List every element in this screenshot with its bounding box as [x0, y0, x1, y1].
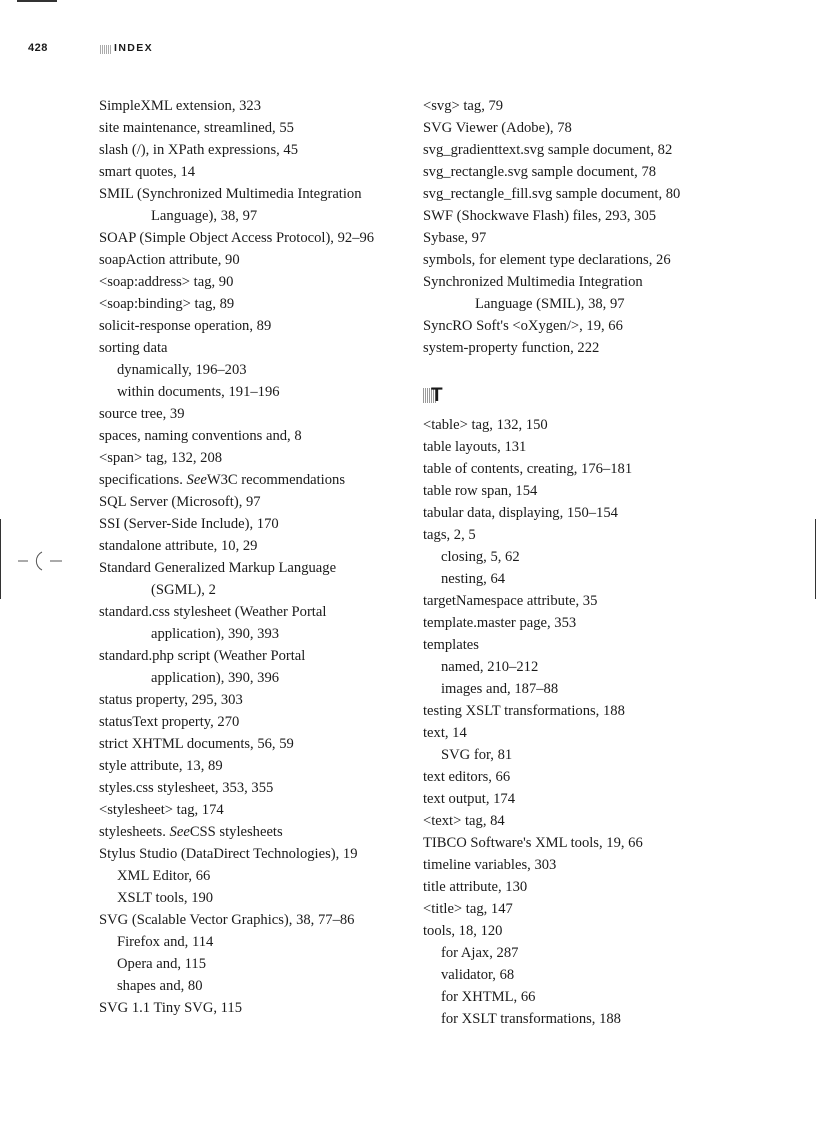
index-entry: [99, 711, 409, 733]
index-entry: [423, 315, 753, 337]
entry-text: SQL Server (Microsoft), 97: [99, 494, 261, 510]
section-marker-icon: [100, 45, 112, 54]
entry-text: <span> tag, 132, 208: [99, 450, 223, 466]
index-subentry: [423, 942, 753, 964]
index-entry: [423, 337, 753, 359]
entry-text: title attribute, 130: [423, 879, 528, 895]
entry-text: styles.css stylesheet, 353, 355: [99, 780, 274, 796]
index-entry: [423, 700, 753, 722]
index-subentry: [423, 986, 753, 1008]
index-entry: [99, 645, 409, 689]
entry-text: SSI (Server-Side Include), 170: [99, 516, 279, 532]
index-entry: [99, 535, 409, 557]
entry-text: source tree, 39: [99, 406, 185, 422]
entry-text: SVG (Scalable Vector Graphics), 38, 77–86: [99, 912, 355, 928]
entry-text: svg_rectangle.svg sample document, 78: [423, 164, 657, 180]
index-entry: [99, 315, 409, 337]
entry-text: strict XHTML documents, 56, 59: [99, 736, 294, 752]
entry-text: for XHTML, 66: [441, 989, 536, 1005]
index-entry: [423, 249, 753, 271]
index-entry: [99, 227, 409, 249]
index-entry: [99, 469, 409, 491]
index-subentry: [99, 975, 409, 997]
letter-heading-t: [423, 359, 753, 414]
entry-text: text editors, 66: [423, 769, 511, 785]
entry-text: svg_gradienttext.svg sample document, 82: [423, 142, 673, 158]
see-target: CSS stylesheets: [189, 824, 283, 840]
entry-text: XML Editor, 66: [117, 868, 211, 884]
index-entry: [423, 766, 753, 788]
index-entry: [99, 337, 409, 359]
entry-text: SOAP (Simple Object Access Protocol), 92–96: [99, 230, 375, 246]
index-entry: [99, 997, 409, 1019]
entry-text: sorting data: [99, 340, 168, 356]
index-entry: [99, 491, 409, 513]
page-number: 428: [28, 42, 48, 54]
index-subentry: [423, 568, 753, 590]
entry-text: Stylus Studio (DataDirect Technologies), 19: [99, 846, 358, 862]
index-group-s-continued: [423, 95, 753, 359]
entry-text: targetNamespace attribute, 35: [423, 593, 598, 609]
entry-text: standalone attribute, 10, 29: [99, 538, 258, 554]
index-subentry: [99, 953, 409, 975]
entry-text: SWF (Shockwave Flash) files, 293, 305: [423, 208, 657, 224]
index-subentry: [99, 887, 409, 909]
index-entry: [99, 821, 409, 843]
entry-text: Opera and, 115: [117, 956, 207, 972]
entry-text: site maintenance, streamlined, 55: [99, 120, 294, 136]
index-entry: [99, 183, 409, 227]
index-subentry: [423, 546, 753, 568]
entry-text: tags, 2, 5: [423, 527, 476, 543]
index-entry: [423, 590, 753, 612]
index-group-t: [423, 414, 753, 1030]
entry-text: SVG for, 81: [441, 747, 513, 763]
index-subentry: [99, 381, 409, 403]
entry-text: spaces, naming conventions and, 8: [99, 428, 302, 444]
index-entry: [99, 293, 409, 315]
index-entry: [423, 854, 753, 876]
entry-text: <title> tag, 147: [423, 901, 513, 917]
index-subentry: [423, 1008, 753, 1030]
entry-text: solicit-response operation, 89: [99, 318, 272, 334]
index-entry: [99, 95, 409, 117]
entry-text: text, 14: [423, 725, 467, 741]
index-entry: [423, 876, 753, 898]
entry-text: standard.php script (Weather Portal: [99, 648, 306, 664]
index-entry: [99, 557, 409, 601]
entry-continuation: Language), 38, 97: [151, 208, 258, 224]
index-entry: [423, 480, 753, 502]
entry-text: specifications.: [99, 472, 183, 488]
index-column-left: [99, 95, 409, 1019]
see-reference: See: [169, 824, 190, 840]
entry-text: template.master page, 353: [423, 615, 577, 631]
index-subentry: [423, 656, 753, 678]
entry-text: <svg> tag, 79: [423, 98, 504, 114]
entry-text: named, 210–212: [441, 659, 539, 675]
entry-text: for Ajax, 287: [441, 945, 519, 961]
entry-text: SVG 1.1 Tiny SVG, 115: [99, 1000, 243, 1016]
index-entry: [99, 139, 409, 161]
entry-text: validator, 68: [441, 967, 515, 983]
entry-text: style attribute, 13, 89: [99, 758, 223, 774]
index-subentry: [423, 744, 753, 766]
index-entry: [423, 183, 753, 205]
index-entry: [99, 843, 409, 865]
top-rule: [17, 0, 57, 2]
letter-heading: T: [431, 385, 443, 406]
entry-text: within documents, 191–196: [117, 384, 280, 400]
index-entry: [423, 634, 753, 656]
entry-text: symbols, for element type declarations, 26: [423, 252, 671, 268]
entry-text: table layouts, 131: [423, 439, 527, 455]
index-entry: [99, 755, 409, 777]
index-entry: [99, 447, 409, 469]
entry-text: statusText property, 270: [99, 714, 240, 730]
entry-text: nesting, 64: [441, 571, 506, 587]
index-entry: [423, 832, 753, 854]
entry-text: closing, 5, 62: [441, 549, 520, 565]
entry-text: slash (/), in XPath expressions, 45: [99, 142, 299, 158]
index-entry: [99, 601, 409, 645]
entry-text: dynamically, 196–203: [117, 362, 247, 378]
index-entry: [99, 777, 409, 799]
entry-text: TIBCO Software's XML tools, 19, 66: [423, 835, 643, 851]
index-subentry: [423, 964, 753, 986]
entry-text: smart quotes, 14: [99, 164, 196, 180]
entry-text: table row span, 154: [423, 483, 538, 499]
see-target: W3C recommendations: [206, 472, 346, 488]
entry-text: text output, 174: [423, 791, 516, 807]
index-entry: [423, 436, 753, 458]
entry-text: Synchronized Multimedia Integration: [423, 274, 643, 290]
entry-text: table of contents, creating, 176–181: [423, 461, 633, 477]
entry-text: Standard Generalized Markup Language: [99, 560, 337, 576]
index-entry: [423, 502, 753, 524]
index-subentry: [99, 931, 409, 953]
entry-text: testing XSLT transformations, 188: [423, 703, 625, 719]
index-subentry: [99, 865, 409, 887]
entry-continuation: application), 390, 393: [151, 626, 280, 642]
index-entry: [99, 733, 409, 755]
index-column-right: [423, 95, 753, 1030]
entry-text: <table> tag, 132, 150: [423, 417, 548, 433]
index-entry: [423, 95, 753, 117]
entry-text: SMIL (Synchronized Multimedia Integration: [99, 186, 362, 202]
entry-text: SimpleXML extension, 323: [99, 98, 262, 114]
index-entry: [99, 909, 409, 931]
index-entry: [99, 249, 409, 271]
see-reference: See: [186, 472, 207, 488]
index-entry: [423, 414, 753, 436]
index-entry: [423, 205, 753, 227]
entry-text: status property, 295, 303: [99, 692, 243, 708]
entry-text: standard.css stylesheet (Weather Portal: [99, 604, 327, 620]
entry-text: <soap:binding> tag, 89: [99, 296, 235, 312]
index-entry: [423, 722, 753, 744]
entry-text: Sybase, 97: [423, 230, 487, 246]
entry-text: tabular data, displaying, 150–154: [423, 505, 618, 521]
index-entry: [423, 271, 753, 315]
entry-text: svg_rectangle_fill.svg sample document, 80: [423, 186, 681, 202]
entry-continuation: (SGML), 2: [151, 582, 216, 598]
entry-text: soapAction attribute, 90: [99, 252, 240, 268]
entry-text: shapes and, 80: [117, 978, 203, 994]
index-entry: [423, 920, 753, 942]
index-subentry: [423, 678, 753, 700]
index-entry: [423, 898, 753, 920]
index-entry: [423, 117, 753, 139]
index-entry: [99, 117, 409, 139]
index-subentry: [99, 359, 409, 381]
entry-text: system-property function, 222: [423, 340, 600, 356]
entry-text: tools, 18, 120: [423, 923, 503, 939]
index-entry: [423, 612, 753, 634]
entry-text: SyncRO Soft's <oXygen/>, 19, 66: [423, 318, 623, 334]
index-entry: [99, 271, 409, 293]
entry-text: Firefox and, 114: [117, 934, 214, 950]
entry-text: for XSLT transformations, 188: [441, 1011, 621, 1027]
entry-text: templates: [423, 637, 479, 653]
index-entry: [99, 799, 409, 821]
index-entry: [423, 458, 753, 480]
index-entry: [423, 161, 753, 183]
entry-text: <text> tag, 84: [423, 813, 505, 829]
entry-text: <soap:address> tag, 90: [99, 274, 234, 290]
registration-mark-icon: [18, 549, 62, 573]
index-entry: [99, 513, 409, 535]
index-entry: [99, 689, 409, 711]
index-entry: [99, 161, 409, 183]
crop-mark-left: [0, 519, 1, 599]
entry-continuation: application), 390, 396: [151, 670, 280, 686]
entry-continuation: Language (SMIL), 38, 97: [475, 296, 625, 312]
entry-text: XSLT tools, 190: [117, 890, 214, 906]
index-entry: [99, 403, 409, 425]
index-entry: [423, 524, 753, 546]
section-title: INDEX: [114, 42, 154, 54]
entry-text: timeline variables, 303: [423, 857, 557, 873]
index-entry: [99, 425, 409, 447]
entry-text: <stylesheet> tag, 174: [99, 802, 224, 818]
index-entry: [423, 788, 753, 810]
index-entry: [423, 227, 753, 249]
entry-text: stylesheets.: [99, 824, 166, 840]
entry-text: images and, 187–88: [441, 681, 559, 697]
index-entry: [423, 139, 753, 161]
entry-text: SVG Viewer (Adobe), 78: [423, 120, 572, 136]
index-entry: [423, 810, 753, 832]
